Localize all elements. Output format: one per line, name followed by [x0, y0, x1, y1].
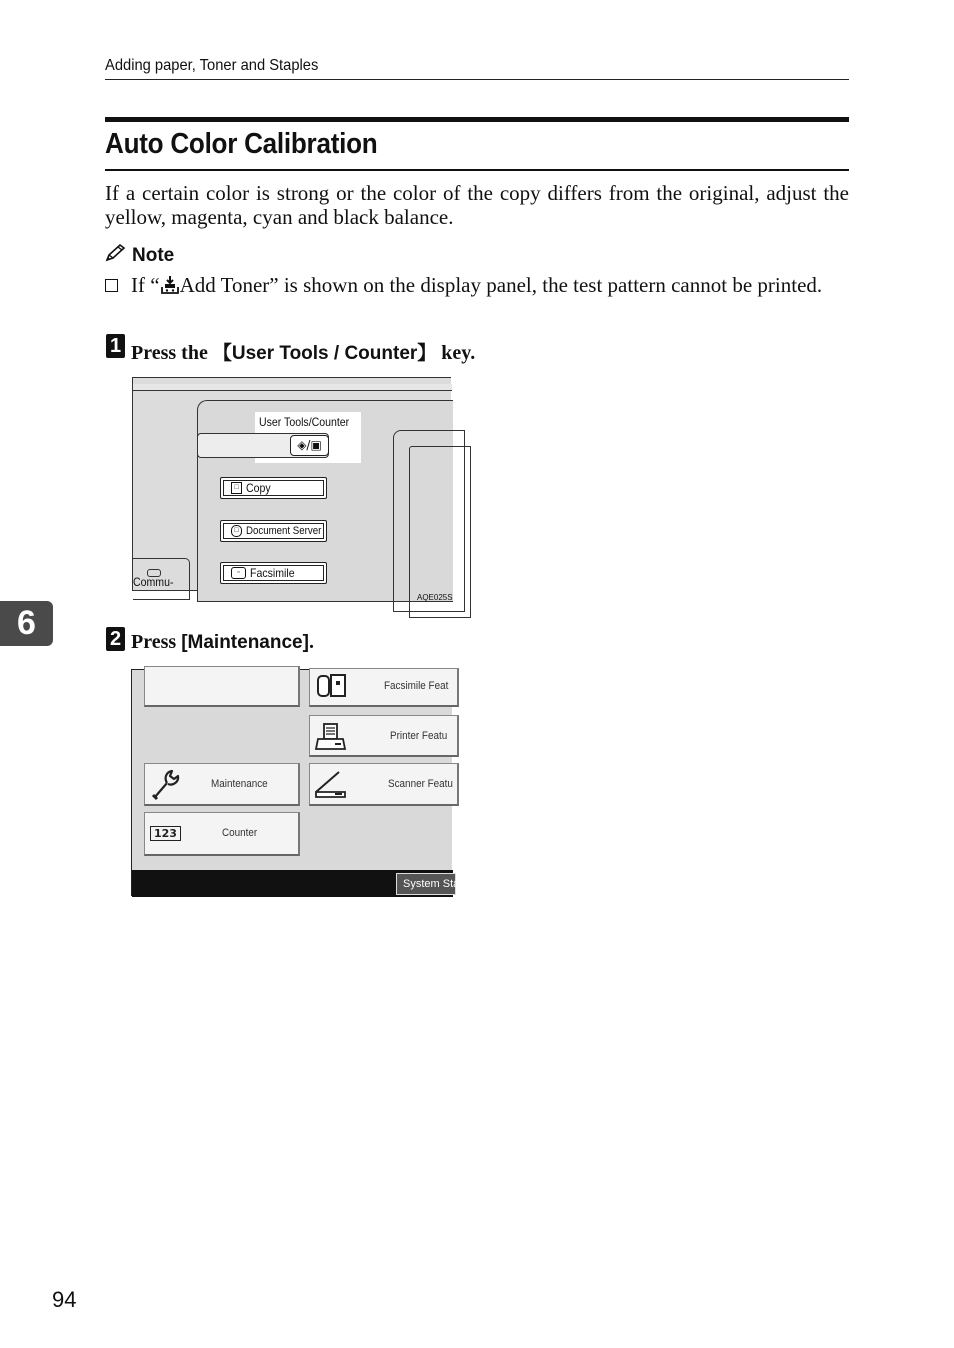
title-rule-top — [105, 117, 849, 122]
figure-1-caption: AQE025S — [417, 593, 453, 602]
maintenance-button[interactable] — [144, 763, 300, 806]
note-text-before: If “ — [131, 273, 160, 297]
document-server-icon: □ — [231, 525, 242, 537]
section-title: Auto Color Calibration — [105, 128, 378, 160]
scanner-features-label: Scanner Featu — [388, 778, 453, 790]
copy-key-label: Copy — [246, 481, 271, 495]
step-1-key-name: 【User Tools / Counter】 — [212, 343, 437, 364]
copy-key[interactable] — [220, 477, 327, 499]
control-panel-figure — [132, 377, 451, 591]
add-toner-icon — [160, 275, 180, 299]
running-head: Adding paper, Toner and Staples — [105, 57, 319, 74]
maintenance-label: Maintenance — [211, 778, 268, 790]
copy-icon: □ — [231, 482, 242, 494]
panel-top-strip — [133, 384, 452, 391]
step-1-instruction — [131, 338, 475, 365]
facsimile-icon: ▫ — [231, 567, 246, 579]
scanner-features-button[interactable] — [309, 763, 459, 806]
wrench-icon — [151, 769, 181, 804]
user-tools-counter-key[interactable]: ◈/▣ — [290, 435, 329, 456]
touch-screen-figure — [131, 669, 469, 896]
step-1-suffix: key. — [436, 342, 476, 364]
facsimile-key[interactable] — [220, 562, 327, 584]
note-text-after: Add Toner” is shown on the display panel, the test pattern cannot be printed. — [179, 273, 823, 297]
counter-label: Counter — [222, 827, 258, 839]
step-2-suffix: . — [308, 631, 314, 653]
scanner-icon — [313, 768, 347, 803]
printer-features-button[interactable] — [309, 715, 459, 757]
document-server-key-label: Document Server — [246, 525, 322, 537]
note-item — [105, 273, 849, 299]
system-status-button[interactable]: System Statu — [396, 873, 456, 895]
fax-icon — [316, 672, 348, 703]
note-label: Note — [132, 245, 175, 266]
facsimile-features-label: Facsimile Feat — [384, 680, 449, 692]
page-number: 94 — [52, 1287, 77, 1312]
step-1-badge: 1 — [106, 334, 125, 358]
counter-123-icon: 123 — [150, 826, 181, 841]
facsimile-features-button[interactable] — [309, 668, 459, 707]
step-2-prefix: Press — [131, 631, 182, 653]
title-rule-bottom — [105, 169, 849, 171]
header-rule — [105, 79, 849, 80]
facsimile-key-label: Facsimile — [250, 566, 295, 580]
communication-label: Commu- — [133, 575, 174, 589]
step-2-badge: 2 — [106, 627, 125, 651]
note-heading — [105, 244, 174, 268]
printer-icon — [315, 722, 347, 755]
checkbox-bullet-icon — [105, 279, 118, 292]
intro-paragraph: If a certain color is strong or the color of the copy differs from the original, adjust the yellow, magenta, cyan and black balance. — [105, 181, 849, 229]
step-2-instruction — [131, 631, 314, 654]
document-server-key[interactable] — [220, 520, 327, 542]
user-tools-counter-label: User Tools/Counter — [259, 415, 350, 429]
chapter-tab: 6 — [0, 601, 53, 646]
printer-features-label: Printer Featu — [390, 730, 448, 742]
pencil-icon — [105, 244, 127, 268]
step-1-prefix: Press the — [131, 342, 213, 364]
note-text — [131, 273, 849, 299]
step-2-key-name: [Maintenance] — [181, 632, 309, 653]
counter-button[interactable] — [144, 812, 300, 856]
partially-hidden-button[interactable] — [144, 666, 300, 707]
